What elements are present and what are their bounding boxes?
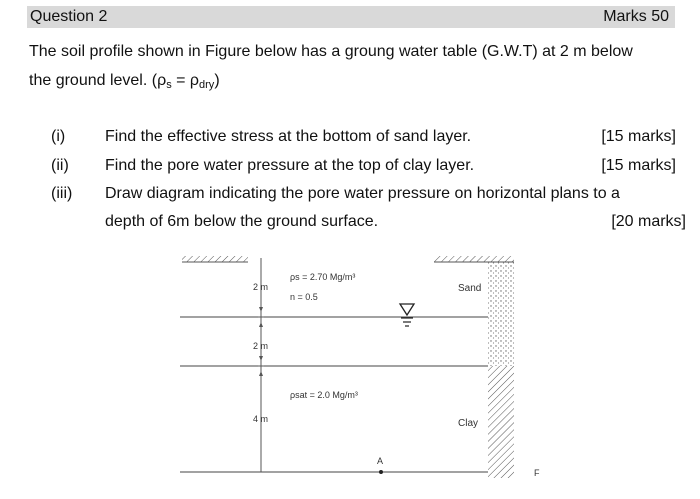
question-item-i [0, 127, 700, 149]
question-text: Find the effective stress at the bottom of sand layer. [105, 128, 472, 145]
question-marks-label: [20 marks] [611, 213, 686, 230]
dimension-label-3: 4 m [253, 414, 269, 424]
clay-label: Clay [458, 418, 479, 429]
sand-wall-texture [488, 262, 514, 366]
ground-surface-right [434, 256, 514, 262]
question-text: Find the pore water pressure at the top of clay layer. [105, 157, 475, 174]
sand-label: Sand [458, 283, 482, 294]
question-number: (iii) [51, 185, 73, 202]
soil-profile-figure [170, 250, 560, 490]
question-number: (ii) [51, 157, 69, 174]
water-table-icon [400, 304, 414, 326]
question-marks-label: [15 marks] [601, 157, 676, 174]
question-item-ii [0, 156, 700, 178]
ground-surface-left [182, 256, 248, 262]
question-item-iii [0, 184, 700, 206]
question-marks-label: [15 marks] [601, 128, 676, 145]
intro-line-1: The soil profile shown in Figure below has a groung water table (G.W.T) at 2 m below [29, 43, 633, 60]
question-title: Question 2 [30, 8, 108, 25]
intro-line-2: the ground level. $(\rho_s = \rho_{dry})$ [29, 72, 220, 91]
question-header-bar [27, 6, 675, 28]
rho-s-label: ρs = 2.70 Mg/m³ [290, 272, 356, 282]
question-number: (i) [51, 128, 66, 145]
point-f-label: F [534, 468, 540, 478]
dimension-label-1: 2 m [253, 282, 269, 292]
question-text: Draw diagram indicating the pore water pressure on horizontal plans to a [105, 185, 620, 202]
question-text-continued: depth of 6m below the ground surface. [105, 213, 379, 230]
rho-sat-label: ρsat = 2.0 Mg/m³ [290, 390, 358, 400]
question-item-iii-cont [0, 212, 700, 234]
question-marks: Marks 50 [603, 8, 669, 25]
porosity-label: n = 0.5 [290, 292, 318, 302]
point-a-marker [379, 470, 383, 474]
clay-wall-texture [488, 366, 514, 478]
intro-paragraph [29, 37, 684, 95]
point-a-label: A [377, 456, 384, 466]
dimension-label-2: 2 m [253, 341, 269, 351]
